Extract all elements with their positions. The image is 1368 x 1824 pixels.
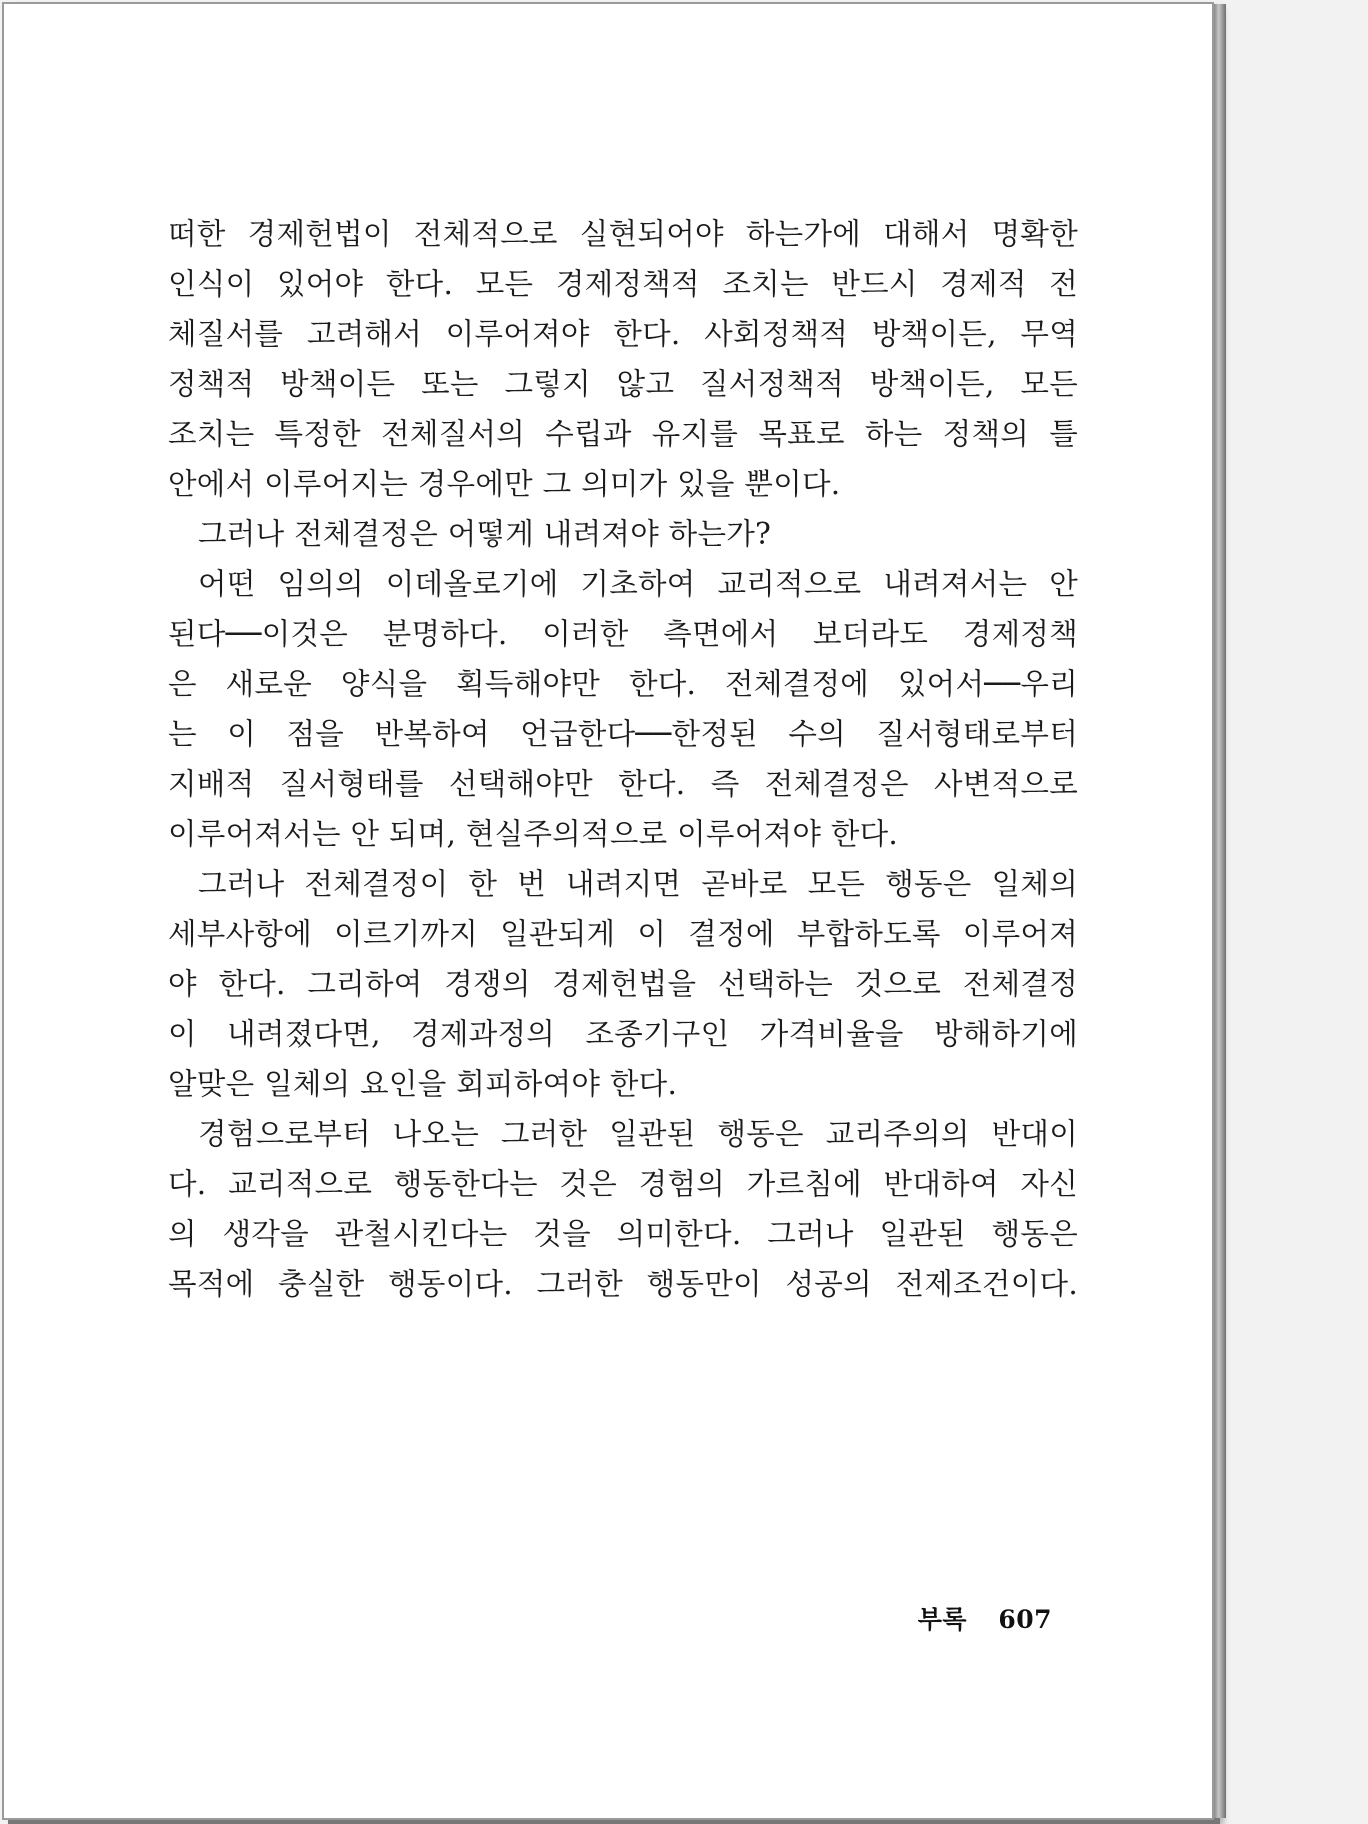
text-line: 그러나 전체결정은 어떻게 내려져야 하는가? [198, 517, 772, 551]
text-line: 세부사항에 이르기까지 일관되게 이 결정에 부합하도록 이루어져 [168, 917, 1078, 951]
text-line: 체질서를 고려해서 이루어져야 한다. 사회정책적 방책이든, 무역 [168, 317, 1078, 351]
text-line: 인식이 있어야 한다. 모든 경제정책적 조치는 반드시 경제적 전 [168, 267, 1078, 301]
body-text [168, 209, 1078, 1309]
page-footer [918, 1600, 1052, 1636]
text-line: 은 새로운 양식을 획득해야만 한다. 전체결정에 있어서──우리 [168, 667, 1078, 701]
text-line: 안에서 이루어지는 경우에만 그 의미가 있을 뿐이다. [168, 467, 841, 501]
text-line: 떠한 경제헌법이 전체적으로 실현되어야 하는가에 대해서 명확한 [168, 217, 1078, 251]
text-line: 이루어져서는 안 되며, 현실주의적으로 이루어져야 한다. [168, 817, 899, 851]
text-line: 어떤 임의의 이데올로기에 기초하여 교리적으로 내려져서는 안 [198, 567, 1078, 601]
book-page [2, 2, 1214, 1820]
text-line: 목적에 충실한 행동이다. 그러한 행동만이 성공의 전제조건이다. [168, 1267, 1078, 1301]
text-line: 다. 교리적으로 행동한다는 것은 경험의 가르침에 반대하여 자신 [168, 1167, 1078, 1201]
text-line: 그러나 전체결정이 한 번 내려지면 곧바로 모든 행동은 일체의 [198, 867, 1078, 901]
text-line: 경험으로부터 나오는 그러한 일관된 행동은 교리주의의 반대이 [198, 1117, 1078, 1151]
text-line: 조치는 특정한 전체질서의 수립과 유지를 목표로 하는 정책의 틀 [168, 417, 1078, 451]
text-line: 된다──이것은 분명하다. 이러한 측면에서 보더라도 경제정책 [168, 617, 1078, 651]
text-line: 정책적 방책이든 또는 그렇지 않고 질서정책적 방책이든, 모든 [168, 367, 1078, 401]
text-line: 알맞은 일체의 요인을 회피하여야 한다. [168, 1067, 678, 1101]
text-line: 야 한다. 그리하여 경쟁의 경제헌법을 선택하는 것으로 전체결정 [168, 967, 1078, 1001]
text-line: 이 내려졌다면, 경제과정의 조종기구인 가격비율을 방해하기에 [168, 1017, 1078, 1051]
section-label: 부록 [917, 1605, 968, 1634]
page-edge-shadow [1214, 4, 1226, 1818]
text-line: 지배적 질서형태를 선택해야만 한다. 즉 전체결정은 사변적으로 [168, 767, 1078, 801]
text-line: 의 생각을 관철시킨다는 것을 의미한다. 그러나 일관된 행동은 [168, 1217, 1078, 1251]
text-line: 는 이 점을 반복하여 언급한다──한정된 수의 질서형태로부터 [168, 717, 1078, 751]
page-number: 607 [998, 1605, 1052, 1634]
